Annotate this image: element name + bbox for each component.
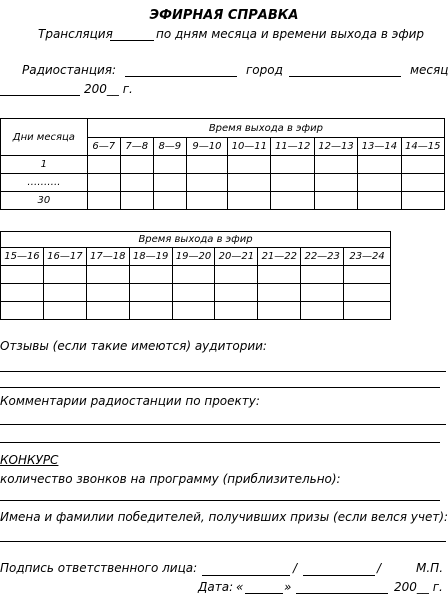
time-slot: 11—12 bbox=[271, 138, 314, 156]
subtitle-left: Трансляция bbox=[38, 27, 113, 41]
feedback-line-2 bbox=[0, 387, 440, 388]
city-blank bbox=[289, 76, 401, 77]
time-slot: 23—24 bbox=[344, 248, 391, 266]
page-title: ЭФИРНАЯ СПРАВКА bbox=[149, 8, 299, 23]
time-slot: 14—15 bbox=[401, 138, 444, 156]
time-slot: 16—17 bbox=[43, 248, 86, 266]
table-row bbox=[1, 174, 445, 192]
comments-line-1 bbox=[0, 424, 446, 425]
stamp-label: М.П. bbox=[416, 561, 444, 575]
date-label: Дата: bbox=[198, 580, 234, 594]
time-slot: 7—8 bbox=[120, 138, 153, 156]
date-day-blank bbox=[245, 593, 283, 594]
days-header: Дни месяца bbox=[1, 119, 88, 156]
time-slot: 8—9 bbox=[153, 138, 186, 156]
day-cell: 1 bbox=[1, 156, 88, 174]
winners-label: Имена и фамилии победителей, получивших призы (если велся учет): bbox=[0, 510, 448, 524]
feedback-line-1 bbox=[0, 371, 446, 372]
broadcast-blank bbox=[110, 40, 154, 41]
date-year: 200__ г. bbox=[394, 580, 443, 594]
comments-line-2 bbox=[0, 442, 440, 443]
signature-slash-1: / bbox=[293, 561, 298, 575]
table-row bbox=[1, 284, 391, 302]
time-slot: 6—7 bbox=[87, 138, 120, 156]
feedback-label: Отзывы (если такие имеются) аудитории: bbox=[0, 339, 267, 353]
time-slot: 22—23 bbox=[301, 248, 344, 266]
time-slot: 19—20 bbox=[172, 248, 215, 266]
signature-blank bbox=[202, 575, 290, 576]
month-blank bbox=[0, 95, 80, 96]
day-cell: 30 bbox=[1, 192, 88, 210]
time-slot: 18—19 bbox=[129, 248, 172, 266]
schedule-table-evening bbox=[0, 231, 391, 320]
table-row bbox=[1, 266, 391, 284]
time-header: Время выхода в эфир bbox=[1, 232, 391, 248]
table-row bbox=[1, 302, 391, 320]
calls-line bbox=[0, 500, 440, 501]
station-label: Радиостанция: bbox=[22, 63, 117, 77]
time-slot: 9—10 bbox=[186, 138, 227, 156]
time-slot: 15—16 bbox=[1, 248, 44, 266]
time-slot: 13—14 bbox=[358, 138, 401, 156]
date-close-quote: » bbox=[284, 580, 292, 594]
time-slot: 12—13 bbox=[314, 138, 357, 156]
schedule-table-morning bbox=[0, 118, 445, 210]
time-slot: 21—22 bbox=[258, 248, 301, 266]
winners-line bbox=[0, 541, 446, 542]
name-blank bbox=[303, 575, 375, 576]
table-row bbox=[1, 156, 445, 174]
time-slot: 20—21 bbox=[215, 248, 258, 266]
time-slot: 10—11 bbox=[228, 138, 271, 156]
day-cell: ………. bbox=[1, 174, 88, 192]
table-row bbox=[1, 192, 445, 210]
month-label: месяц bbox=[410, 63, 448, 77]
year-text: 200__ г. bbox=[84, 82, 133, 96]
signature-label: Подпись ответственного лица: bbox=[0, 561, 198, 575]
station-blank bbox=[125, 76, 237, 77]
city-label: город bbox=[246, 63, 283, 77]
time-slot: 17—18 bbox=[86, 248, 129, 266]
contest-title: КОНКУРС bbox=[0, 453, 59, 467]
date-month-blank bbox=[296, 593, 388, 594]
signature-slash-2: / bbox=[377, 561, 382, 575]
date-open-quote: « bbox=[236, 580, 244, 594]
calls-label: количество звонков на программу (приблизительно): bbox=[0, 472, 341, 486]
time-header: Время выхода в эфир bbox=[87, 119, 444, 138]
comments-label: Комментарии радиостанции по проекту: bbox=[0, 394, 260, 408]
subtitle-right: по дням месяца и времени выхода в эфир bbox=[156, 27, 425, 41]
